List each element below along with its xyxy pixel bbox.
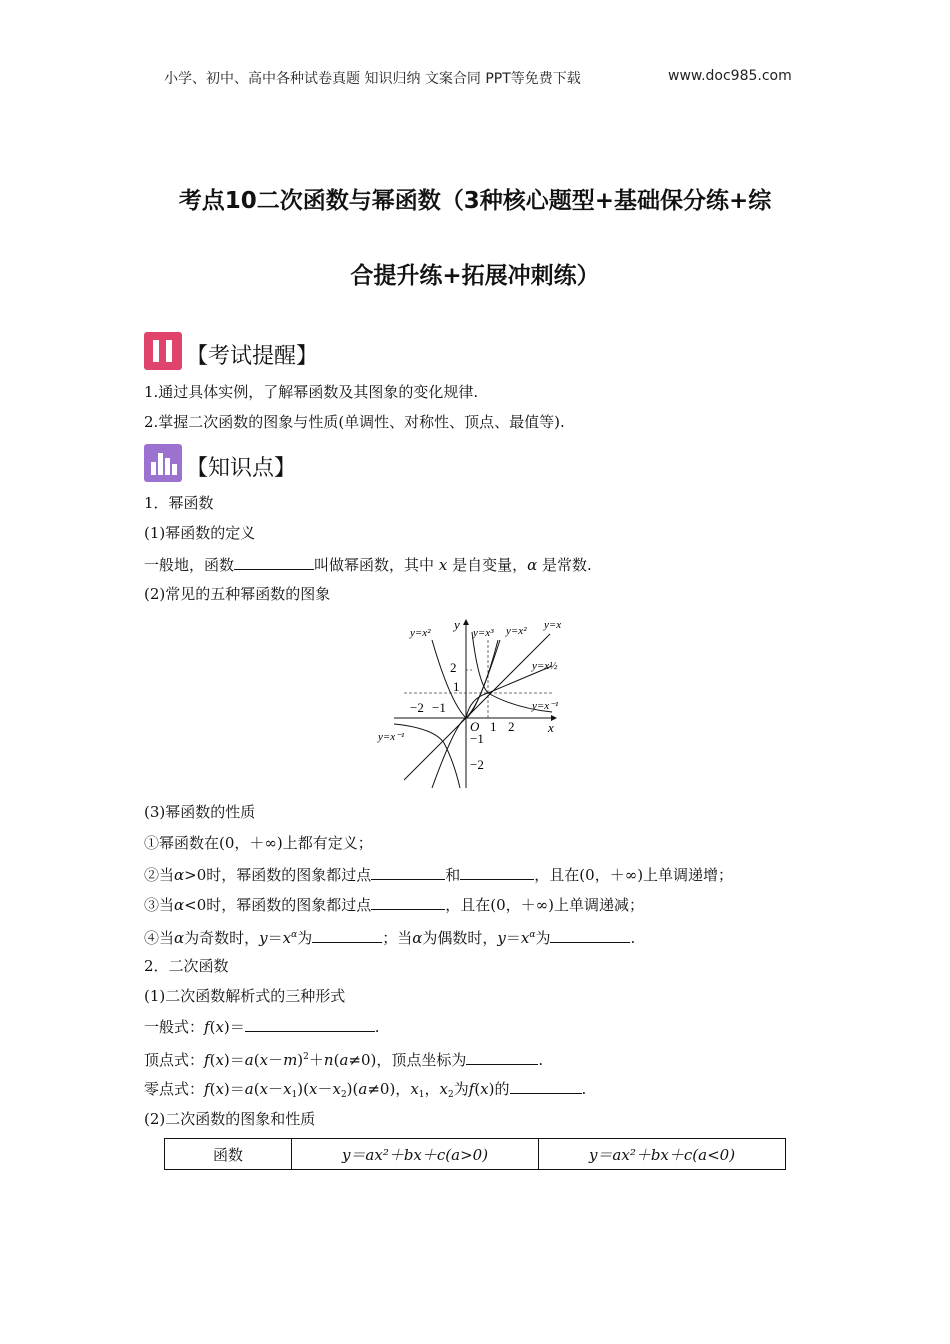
reminder-item-1: 1.通过具体实例，了解幂函数及其图象的变化规律. <box>144 383 479 401</box>
tick-x-2: 2 <box>508 719 515 734</box>
var-alpha: α <box>529 930 536 940</box>
text-run: ③当 <box>144 896 175 914</box>
var-x: x <box>438 556 448 574</box>
text-run: 是自变量， <box>452 556 528 574</box>
table-cell: 函数 <box>165 1139 292 1170</box>
var-alpha: α <box>174 896 185 914</box>
answer-blank[interactable] <box>550 927 630 943</box>
k2-heading: 2．二次函数 <box>144 957 229 975</box>
knowledge-section-header <box>144 442 296 482</box>
tick-y-2: 2 <box>450 660 457 675</box>
tick-y-neg2: −2 <box>470 757 484 772</box>
formula-y-x-alpha: y <box>497 929 506 947</box>
label-y-x: y=x <box>544 619 562 631</box>
var-alpha: α <box>412 929 423 947</box>
answer-blank[interactable] <box>371 894 445 910</box>
text-run: 为奇数时， <box>184 929 260 947</box>
text-run: ②当 <box>144 866 175 884</box>
header-url[interactable]: www.doc985.com <box>668 68 792 84</box>
text-run: 为 <box>453 1080 469 1098</box>
y-axis-label: y <box>454 617 460 632</box>
text-run: ④当 <box>144 929 175 947</box>
label-y-x-inv-left: y=x⁻¹ <box>378 731 405 743</box>
text-run: <0时，幂函数的图象都过点 <box>184 896 372 914</box>
k1-prop-4: ④当α为奇数时，$y=x^\alpha$为 ；当α为偶数时，$y=x^\alpha$为 . <box>144 929 636 947</box>
k1-def-heading: (1)幂函数的定义 <box>144 524 256 542</box>
page-title-line1: 考点10二次函数与幂函数（3种核心题型+基础保分练+综 <box>178 188 772 214</box>
text-run: ；当 <box>382 929 413 947</box>
label-y-x-half: y=x½ <box>532 660 558 672</box>
reminder-section-header <box>144 330 318 370</box>
tick-y-1: 1 <box>453 679 460 694</box>
answer-blank[interactable] <box>466 1049 538 1065</box>
text-run: 为偶数时， <box>422 929 498 947</box>
text-run: . <box>538 1051 544 1069</box>
k2-props-heading: (2)二次函数的图象和性质 <box>144 1110 316 1128</box>
header-left-text: 小学、初中、高中各种试卷真题 知识归纳 文案合同 PPT等免费下载 <box>164 71 581 87</box>
text-run: . <box>374 1018 380 1036</box>
var-alpha: α <box>174 866 185 884</box>
page-title-line2: 合提升练+拓展冲刺练） <box>350 263 600 289</box>
k1-prop-1: ①幂函数在(0，＋∞)上都有定义； <box>144 834 373 852</box>
text-run: 为 <box>297 929 313 947</box>
answer-blank[interactable] <box>371 864 445 880</box>
tick-x-neg1: −1 <box>432 700 446 715</box>
origin-label: O <box>470 719 480 734</box>
label-y-x2-left: y=x² <box>410 627 431 639</box>
tick-y-neg1: −1 <box>470 731 484 746</box>
formula-fx: f <box>204 1018 210 1036</box>
reminder-item-2: 2.掌握二次函数的图象与性质(单调性、对称性、顶点、最值等). <box>144 413 565 431</box>
text-run: 零点式： <box>144 1080 205 1098</box>
tick-x-1: 1 <box>490 719 497 734</box>
text-run: ，顶点坐标为 <box>376 1051 467 1069</box>
text-run: 和 <box>445 866 461 884</box>
answer-blank[interactable] <box>312 927 382 943</box>
answer-blank[interactable] <box>234 554 314 570</box>
var-x: x <box>282 929 292 947</box>
text-run: 为 <box>535 929 551 947</box>
quadratic-table <box>164 1138 786 1170</box>
text-run: 是常数. <box>542 556 592 574</box>
var-alpha: α <box>174 929 185 947</box>
var-alpha: α <box>527 556 538 574</box>
var-alpha: α <box>291 930 298 940</box>
label-y-x3: y=x³ <box>473 627 494 639</box>
k2-forms-heading: (1)二次函数解析式的三种形式 <box>144 987 346 1005</box>
pause-bars-icon <box>144 332 182 370</box>
k2-general-form: 一般式：f(x)＝ . <box>144 1018 380 1036</box>
text-run: 叫做幂函数，其中 <box>314 556 435 574</box>
text-run: 顶点式： <box>144 1051 205 1069</box>
text-run: >0时，幂函数的图象都过点 <box>184 866 372 884</box>
text-run: 的 <box>494 1080 510 1098</box>
answer-blank[interactable] <box>510 1078 582 1094</box>
text-run: . <box>581 1080 587 1098</box>
x-axis-label: x <box>548 720 554 735</box>
k2-zero-form: 零点式：$f(x)=a(x-x_1)(x-x_2)(a\ne 0)$，$x_1$，$x_2$为f(x)的 . <box>144 1080 587 1100</box>
reminder-title: 【考试提醒】 <box>186 344 319 369</box>
answer-blank[interactable] <box>245 1016 375 1032</box>
bar-chart-icon <box>144 444 182 482</box>
k1-prop-heading: (3)幂函数的性质 <box>144 803 256 821</box>
knowledge-title: 【知识点】 <box>186 456 297 481</box>
text-run: . <box>630 929 636 947</box>
table-cell: y＝ax²＋bx＋c(a>0) <box>292 1139 539 1170</box>
text-run: ，且在(0，＋∞)上单调递增； <box>534 866 734 884</box>
formula-y-x-alpha: y <box>259 929 268 947</box>
k1-heading: 1．幂函数 <box>144 494 214 512</box>
var-x: x <box>520 929 530 947</box>
text-run: ，且在(0，＋∞)上单调递减； <box>445 896 645 914</box>
table-cell: y＝ax²＋bx＋c(a<0) <box>539 1139 786 1170</box>
k2-vertex-form: 顶点式：$f(x)=a(x-m)^2+n(a\ne 0)$，顶点坐标为 . <box>144 1051 544 1069</box>
k1-prop-2 <box>144 864 733 885</box>
label-y-x2-top: y=x² <box>506 625 527 637</box>
k1-def-line <box>144 554 592 575</box>
power-functions-graph <box>374 612 584 790</box>
k1-prop-3 <box>144 894 644 915</box>
answer-blank[interactable] <box>460 864 534 880</box>
text-run: 一般地，函数 <box>144 556 235 574</box>
table-row <box>165 1139 786 1170</box>
k1-graph-heading: (2)常见的五种幂函数的图象 <box>144 585 331 603</box>
label-y-x-inv-right: y=x⁻¹ <box>532 700 559 712</box>
text-run: 一般式： <box>144 1018 205 1036</box>
tick-x-neg2: −2 <box>410 700 424 715</box>
